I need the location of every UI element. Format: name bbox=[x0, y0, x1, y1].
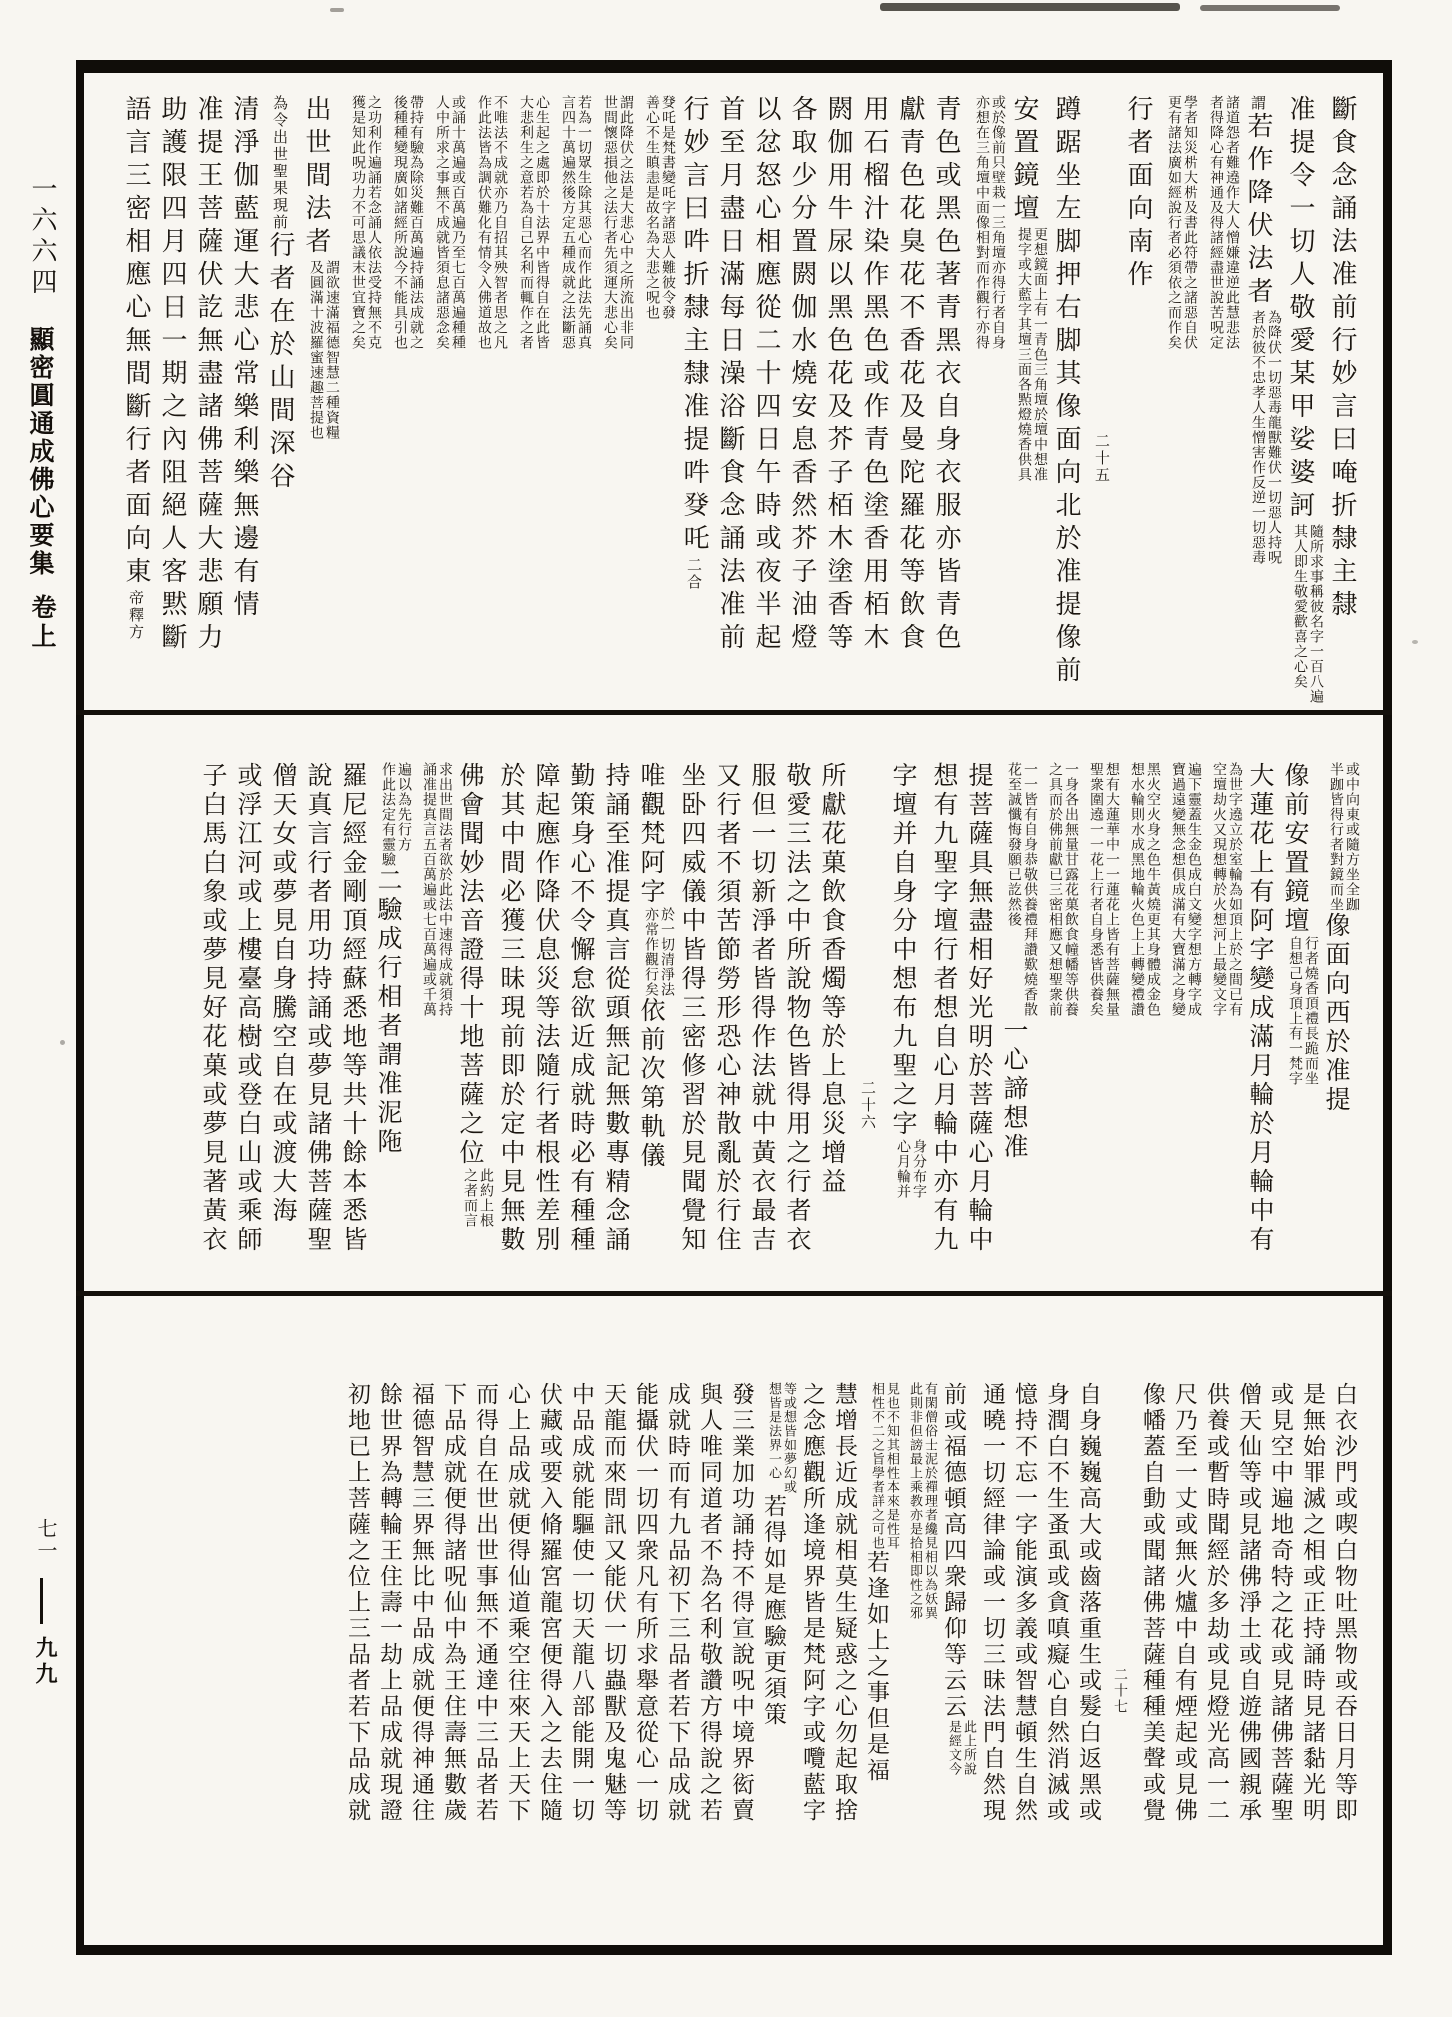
text-column bbox=[508, 95, 550, 687]
text-column bbox=[757, 1382, 796, 1842]
text-column bbox=[371, 762, 412, 1277]
text-column bbox=[784, 95, 820, 687]
double-line-note: 更想鏡面上有一青色三角壇於壇中想准 提字或大藍字其壇三面各㸃燈燒香供具 bbox=[1016, 227, 1048, 482]
column-text: 通曉一切經律論或一切三昧法門自然現 bbox=[979, 1382, 1005, 1824]
text-column bbox=[1324, 95, 1360, 687]
column-text: 僧天仙等或見諸佛淨土或自遊佛國親承 bbox=[1235, 1382, 1261, 1824]
interlinear-note: 帝釋方 bbox=[127, 590, 145, 641]
text-column bbox=[1006, 95, 1048, 687]
text-column bbox=[1072, 1382, 1104, 1842]
double-line-note: 諸道怨者難遶作大人憎嫌違逆此慧悲法 者得降心有神通及得諸經盡世說苦呪定 bbox=[1208, 95, 1240, 350]
double-line-note: 謂此降伏之法是大悲心中之所流出非同 世間懷惡損他之法行者先須運大悲心矣 bbox=[602, 95, 634, 350]
interlinear-note: 謂 bbox=[1249, 95, 1267, 112]
column-text: 坐卧四威儀中皆得三密修習於見聞覺知 bbox=[678, 762, 707, 1255]
text-column bbox=[693, 1382, 725, 1842]
double-line-note: 遍以為先行方 作此法定有靈驗 bbox=[380, 762, 412, 867]
text-column bbox=[634, 95, 676, 687]
text-serial-number: 一六六四 bbox=[27, 175, 57, 299]
text-column bbox=[860, 1382, 899, 1842]
column-text: 初地已上菩薩之位上三品者若下品成就 bbox=[344, 1382, 370, 1824]
text-column bbox=[892, 95, 928, 687]
column-text: 子白馬白象或夢見好花菓或夢見著黃衣 bbox=[199, 762, 228, 1255]
column-text: 唯觀梵阿字 bbox=[637, 762, 666, 907]
text-column bbox=[937, 1382, 976, 1842]
text-column bbox=[262, 95, 298, 687]
text-column bbox=[780, 762, 815, 1277]
double-line-note: 有閑僧俗士泥於禪理者纔見相以為妖異 此則非但謗最上乘教亦是拾相即性之邪 bbox=[907, 1382, 937, 1620]
column-text: 蹲踞坐左脚押右脚其像面向北於准提像前 bbox=[1051, 95, 1081, 689]
text-column bbox=[899, 1382, 937, 1842]
column-text: 或見空中遍地奇特之花或見諸佛菩薩聖 bbox=[1267, 1382, 1293, 1824]
double-line-note: 為降伏一切惡毒龍獸難伏一切惡人持呪 者於彼不忠孝人生憎害作反逆一切惡毒 bbox=[1250, 310, 1282, 565]
text-column bbox=[412, 762, 453, 1277]
text-column bbox=[424, 95, 466, 687]
double-line-note: 帶持有驗為除災難百萬遍持誦法成就之 後種種變現廣如諸經所說今不能具引也 bbox=[392, 95, 424, 350]
double-line-note: 癹吒是梵書變吒字諸惡人難彼令發 善心不生瞋恚是故名為大悲之呪也 bbox=[644, 95, 676, 320]
column-text: 說真言行者用功持誦或夢見諸佛菩薩聖 bbox=[304, 762, 333, 1255]
text-column bbox=[1008, 1382, 1040, 1842]
interlinear-note: 為令出世聖果現前 bbox=[271, 95, 289, 231]
column-text: 下品成就便得諸呪仙中為王住壽無數歲 bbox=[440, 1382, 466, 1824]
text-title: 顯密圓通成佛心要集 bbox=[26, 326, 55, 578]
text-column bbox=[298, 95, 340, 687]
double-line-note: 學者知災㭊大㭊及書此符帶之諸惡自伏 更有諸法廣如經說行者必須依之而作矣 bbox=[1166, 95, 1198, 350]
column-text: 障起應作降伏息災等法隨行者根性差別 bbox=[532, 762, 561, 1255]
text-column bbox=[1161, 762, 1202, 1277]
text-column bbox=[1319, 762, 1360, 1277]
text-column bbox=[712, 95, 748, 687]
column-text: 大蓮花上有阿字變成滿月輪於月輪中有 bbox=[1246, 762, 1275, 1255]
text-column bbox=[592, 95, 634, 687]
column-spacer bbox=[868, 762, 869, 1080]
text-column bbox=[675, 762, 710, 1277]
text-column bbox=[1264, 1382, 1296, 1842]
interlinear-note: 二十五 bbox=[1093, 433, 1111, 484]
column-text: 出世間法者 bbox=[301, 95, 331, 260]
text-column bbox=[1328, 1382, 1360, 1842]
band-divider-2 bbox=[76, 1291, 1392, 1296]
text-column bbox=[118, 95, 154, 687]
text-column bbox=[453, 762, 494, 1277]
text-column bbox=[928, 95, 964, 687]
column-text: 勤策身心不令懈怠欲近成就時必有種種 bbox=[567, 762, 596, 1255]
text-column bbox=[927, 762, 962, 1277]
column-text: 而得自在世出世事無不通達中三品者若 bbox=[472, 1382, 498, 1824]
text-column bbox=[1168, 1382, 1200, 1842]
double-line-note: 此約上根 之者而言 bbox=[462, 1168, 494, 1228]
column-text: 用石榴汁染作黑色或作青色塗香用栢木 bbox=[859, 95, 889, 656]
column-text: 心上品成就便得仙道乘空往來天上天下 bbox=[504, 1382, 530, 1824]
column-text: 餘世界為轉輪王住壽一劫上品成就現證 bbox=[376, 1382, 402, 1824]
column-text: 之念應觀所逢境界皆是梵阿字或囕藍字 bbox=[799, 1382, 825, 1824]
text-column bbox=[565, 1382, 597, 1842]
double-line-note: 行者燒香頂禮長跪而坐 自想己身頂上有一梵字 bbox=[1287, 936, 1319, 1086]
double-line-note: 或誦十萬遍或百萬遍乃至七百萬遍種種 人中所求之事無不成就皆須息諸惡念矣 bbox=[434, 95, 466, 350]
double-line-note: 不唯法不成就亦乃自招其殃智者思之凡 作此法皆為調伏難化有情令入佛道故也 bbox=[476, 95, 508, 350]
column-text: 持誦至准提真言從頭無記無數專精念誦 bbox=[602, 762, 631, 1255]
text-column bbox=[1202, 762, 1243, 1277]
text-column bbox=[661, 1382, 693, 1842]
text-column bbox=[340, 95, 382, 687]
column-text: 敬愛三法之中所說物色皆得用之行者衣 bbox=[783, 762, 812, 1255]
text-column bbox=[469, 1382, 501, 1842]
text-column bbox=[745, 762, 780, 1277]
text-band-bottom bbox=[100, 1382, 1360, 1842]
text-column bbox=[634, 762, 675, 1277]
double-line-note: 遍下靈蓋生金色成白文變字想方轉字成 寶過遠變無念想俱成滿有大寶滿之身變 bbox=[1170, 762, 1202, 1017]
text-column bbox=[1156, 95, 1198, 687]
column-text: 發三業加功誦持不得宣說呪中境界衒賣 bbox=[728, 1382, 754, 1824]
text-column bbox=[962, 762, 997, 1277]
text-column bbox=[964, 95, 1006, 687]
volume-number: 七一 bbox=[34, 1518, 58, 1562]
column-text: 青色或黑色著青黑衣自身衣服亦皆青色 bbox=[931, 95, 961, 656]
text-column bbox=[1198, 95, 1240, 687]
column-text: 或浮江河或上樓臺高樹或登白山或乘師 bbox=[234, 762, 263, 1255]
text-column bbox=[676, 95, 712, 687]
text-column bbox=[815, 762, 850, 1277]
column-text: 天龍而來問訊又能伏一切蟲獸及鬼魅等 bbox=[600, 1382, 626, 1824]
text-column bbox=[997, 762, 1038, 1277]
double-line-note: 隨所求事稱彼名字一百八遍 其人即生敬愛歡喜之心矣 bbox=[1292, 524, 1324, 704]
text-column bbox=[796, 1382, 828, 1842]
double-line-note: 此上所說 是經文今 bbox=[946, 1720, 976, 1776]
text-column bbox=[1240, 95, 1282, 687]
text-column bbox=[1120, 95, 1156, 687]
page-number: 九九 bbox=[32, 1636, 58, 1688]
text-column bbox=[382, 95, 424, 687]
volume-page-dash bbox=[40, 1578, 43, 1624]
column-text: 又行者不須苦節勞形恐心神散亂於行住 bbox=[713, 762, 742, 1255]
text-column bbox=[466, 95, 508, 687]
column-text: 獻青色花臭花不香花及曼陀羅花等飲食 bbox=[895, 95, 925, 656]
column-text: 以忿怒心相應從二十四日午時或夜半起 bbox=[751, 95, 781, 656]
column-text: 身潤白不生蚤虱或貪嗔癡心自然消滅或 bbox=[1043, 1382, 1069, 1824]
column-text: 提菩薩具無盡相好光明於菩薩心月輪中 bbox=[965, 762, 994, 1255]
column-text: 若得如是應驗更須策 bbox=[760, 1494, 786, 1728]
column-text: 是無始罪滅之相或正持誦時見諸黏光明 bbox=[1299, 1382, 1325, 1824]
text-column bbox=[405, 1382, 437, 1842]
column-spacer bbox=[1120, 1382, 1121, 1667]
column-text: 羅尼經金剛頂經蘇悉地等共十餘本悉皆 bbox=[339, 762, 368, 1255]
text-column bbox=[1084, 95, 1120, 687]
text-column bbox=[494, 762, 529, 1277]
text-column bbox=[1296, 1382, 1328, 1842]
text-column bbox=[529, 762, 564, 1277]
interlinear-note: 二十六 bbox=[859, 1080, 877, 1131]
double-line-note: 一身各出無量甘露花菓飲食幢幡等供養 之具而於佛前獻已三密相應又想聖衆前 bbox=[1047, 762, 1079, 1017]
column-text: 准提王菩薩伏訖無盡諸佛菩薩大悲願力 bbox=[193, 95, 223, 656]
scan-artifact bbox=[1200, 5, 1340, 11]
column-text: 福德智慧三界無比中品成就便得神通往 bbox=[408, 1382, 434, 1824]
double-line-note: 或於像前只壁栽一三角壇亦得行者自身 亦想在三角壇中面像相對而作觀行亦得 bbox=[974, 95, 1006, 350]
text-column bbox=[341, 1382, 373, 1842]
text-column bbox=[1120, 762, 1161, 1277]
column-text: 尺乃至一丈或無火爐中自有煙起或見佛 bbox=[1171, 1382, 1197, 1824]
text-column bbox=[1136, 1382, 1168, 1842]
column-text: 若逢如上之事但是福 bbox=[863, 1550, 889, 1784]
column-text: 中品成就能驅使一切天龍八部能開一切 bbox=[568, 1382, 594, 1824]
column-text: 僧天女或夢見自身騰空自在或渡大海 bbox=[269, 762, 298, 1226]
column-text: 供養或暫時聞經於多劫或見燈光高一二 bbox=[1203, 1382, 1229, 1824]
column-text: 各取少分置閼伽水燒安息香然芥子油燈 bbox=[787, 95, 817, 656]
double-line-note: 黑火空火身之色牛黃燒更其身體成金色 想水輪則水成黑地輪火色上上轉變禮讚 bbox=[1129, 762, 1161, 1017]
text-band-top bbox=[100, 95, 1360, 704]
column-text: 憶持不忘一字能演多義或智慧頓生自然 bbox=[1011, 1382, 1037, 1824]
column-text: 於其中間必獲三昧現前即於定中見無數 bbox=[497, 762, 526, 1255]
double-line-note: 於一切清淨法 亦常作觀行矣 bbox=[643, 907, 675, 997]
text-column bbox=[1079, 762, 1120, 1277]
column-text: 閼伽用牛尿以黑色花及芥子栢木塗香等 bbox=[823, 95, 853, 656]
text-column bbox=[856, 95, 892, 687]
text-column bbox=[1040, 1382, 1072, 1842]
column-text: 自身巍巍高大或齒落重生或髮白返黑或 bbox=[1075, 1382, 1101, 1824]
text-column bbox=[710, 762, 745, 1277]
text-column bbox=[154, 95, 190, 687]
double-line-note: 等或想皆如夢幻或 想皆是法界一心 bbox=[766, 1382, 796, 1494]
text-column bbox=[564, 762, 599, 1277]
column-text: 一心諦想准 bbox=[1000, 1017, 1029, 1162]
text-column bbox=[1232, 1382, 1264, 1842]
column-text: 行妙言曰吽折隸主隸准提吽癹吒 bbox=[679, 95, 709, 557]
column-text: 助護限四月四日一期之內阻絕人客黙斷 bbox=[157, 95, 187, 656]
column-text: 首至月盡日滿每日澡浴斷食念誦法准前 bbox=[715, 95, 745, 656]
double-line-note: 心生起之處即於十法界中皆得自在此皆 大悲利生之意若為自己名利而輒作之者 bbox=[518, 95, 550, 350]
double-line-note: 為世字遶立於室輪為如頂上於之間已有 空壇劫火又現想轉於火想河上最變文字 bbox=[1211, 762, 1243, 1017]
column-text: 像幡蓋自動或聞諸佛菩薩種種美聲或覺 bbox=[1139, 1382, 1165, 1824]
text-column bbox=[1243, 762, 1278, 1277]
fascicle-label: 卷上 bbox=[28, 594, 57, 652]
column-text: 與人唯同道者不為名利敬讚方得說之若 bbox=[696, 1382, 722, 1824]
text-column bbox=[226, 95, 262, 687]
text-column bbox=[301, 762, 336, 1277]
column-text: 成就時而有九品初下三品者若下品成就 bbox=[664, 1382, 690, 1824]
interlinear-note: 二十七 bbox=[1112, 1667, 1128, 1715]
scan-artifact bbox=[60, 1040, 65, 1045]
column-text: 二驗成行相者謂准泥陁 bbox=[374, 867, 403, 1157]
text-column bbox=[886, 762, 927, 1277]
text-column bbox=[1104, 1382, 1136, 1842]
column-text: 准提令一切人敬愛某甲娑婆訶 bbox=[1285, 95, 1315, 524]
column-text: 佛會聞妙法音證得十地菩薩之位 bbox=[456, 762, 485, 1168]
text-column bbox=[599, 762, 634, 1277]
column-text: 前或福德頓高四衆歸仰等云云 bbox=[940, 1382, 966, 1720]
text-column bbox=[336, 762, 371, 1277]
text-column bbox=[1038, 762, 1079, 1277]
double-line-note: 見也不知其相性本來是性耳 相性不二之旨學者詳之可也 bbox=[869, 1382, 899, 1550]
double-line-note: 若為一切眾生除其惡心而作此法先誦真 言四十萬遍然後方定五種成就之法斷惡 bbox=[560, 95, 592, 350]
column-text: 行者在於山間深谷 bbox=[265, 231, 295, 495]
column-text: 若作降伏法者 bbox=[1243, 112, 1273, 310]
scan-artifact bbox=[1412, 640, 1418, 644]
text-column bbox=[196, 762, 231, 1277]
column-text: 白衣沙門或喫白物吐黑物或吞日月等即 bbox=[1331, 1382, 1357, 1824]
text-column bbox=[1048, 95, 1084, 687]
text-column bbox=[501, 1382, 533, 1842]
double-line-note: 想有大蓮華中一一蓮花上皆有菩薩無量 聖衆圍遶一一花上行者自身悉皆供養矣 bbox=[1088, 762, 1120, 1017]
band-divider-1 bbox=[76, 710, 1392, 715]
column-text: 字壇并自身分中想布九聖之字 bbox=[889, 762, 918, 1139]
text-column bbox=[725, 1382, 757, 1842]
column-text: 安置鏡壇 bbox=[1009, 95, 1039, 227]
text-column bbox=[828, 1382, 860, 1842]
column-text: 斷食念誦法准前行妙言曰唵折隸主隸 bbox=[1327, 95, 1357, 623]
text-column bbox=[1200, 1382, 1232, 1842]
column-spacer bbox=[1102, 95, 1103, 433]
column-text: 伏藏或要入脩羅宮龍宮便得入之去住隨 bbox=[536, 1382, 562, 1824]
text-column bbox=[850, 762, 886, 1277]
double-line-note: 身分布字 心月輪并 bbox=[895, 1139, 927, 1199]
text-column bbox=[550, 95, 592, 687]
interlinear-note: 二合 bbox=[685, 557, 703, 591]
text-column bbox=[629, 1382, 661, 1842]
text-column bbox=[266, 762, 301, 1277]
text-column bbox=[190, 95, 226, 687]
text-column bbox=[533, 1382, 565, 1842]
double-line-note: 或中向東或隨方坐全跏 半跏皆得行者對鏡而坐 bbox=[1328, 762, 1360, 912]
text-column bbox=[748, 95, 784, 687]
column-text: 像前安置鏡壇 bbox=[1281, 762, 1310, 936]
column-text: 服但一切新淨者皆得作法就中黃衣最吉 bbox=[748, 762, 777, 1255]
column-text: 清淨伽藍運大悲心常樂利樂無邊有情 bbox=[229, 95, 259, 623]
column-text: 依前次第軌儀 bbox=[637, 997, 666, 1171]
text-column bbox=[597, 1382, 629, 1842]
column-text: 想有九聖字壇行者想自心月輪中亦有九 bbox=[930, 762, 959, 1255]
text-column bbox=[231, 762, 266, 1277]
text-column bbox=[437, 1382, 469, 1842]
double-line-note: 之功利作遍誦若念誦人依法受持無不克 獲是知此呪功力不可思議末世宜寶之矣 bbox=[350, 95, 382, 350]
double-line-note: 謂欲速滿福德智慧二種資糧 及圓滿十波羅蜜速趣菩提也 bbox=[308, 260, 340, 440]
text-column bbox=[1278, 762, 1319, 1277]
text-column bbox=[820, 95, 856, 687]
text-column bbox=[373, 1382, 405, 1842]
text-band-middle bbox=[100, 762, 1360, 1277]
double-line-note: 一一皆有自身恭敬供養禮拜讚歎燒香散 花至誠懺悔發願已訖然後 bbox=[1006, 762, 1038, 1017]
column-text: 能攝伏一切四衆凡有所求舉意從心一切 bbox=[632, 1382, 658, 1824]
column-text: 所獻花菓飲食香燭等於上息災增益 bbox=[818, 762, 847, 1197]
text-column bbox=[1282, 95, 1324, 704]
scan-artifact bbox=[330, 8, 344, 12]
double-line-note: 求出世間法者欲於此法中速得成就須持 誦准提真言五百萬遍或七百萬遍或千萬 bbox=[421, 762, 453, 1017]
column-text: 慧增長近成就相莫生疑惑之心勿起取捨 bbox=[831, 1382, 857, 1824]
column-text: 語言三密相應心無間斷行者面向東 bbox=[121, 95, 151, 590]
text-column bbox=[976, 1382, 1008, 1842]
column-text: 行者面向南作 bbox=[1123, 95, 1153, 293]
scan-artifact bbox=[880, 3, 1180, 11]
column-text: 像面向西於准提 bbox=[1322, 912, 1351, 1115]
